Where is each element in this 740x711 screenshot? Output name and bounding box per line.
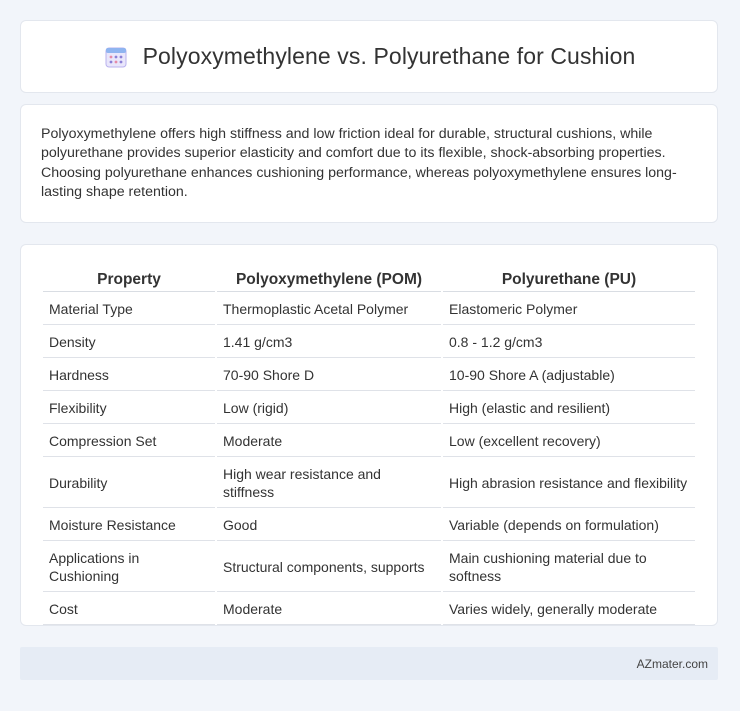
table-row (43, 426, 695, 457)
page-title: Polyoxymethylene vs. Polyurethane for Cushion (142, 43, 636, 69)
comparison-card (20, 244, 718, 626)
title-wrap (103, 43, 636, 70)
table-row (43, 543, 695, 592)
table-cell: Moderate (217, 594, 441, 625)
footer-site-link[interactable]: AZmater.com (636, 656, 708, 671)
table-header-row (43, 265, 695, 292)
table-row (43, 594, 695, 625)
table-cell: 1.41 g/cm3 (217, 327, 441, 358)
table-cell: Moisture Resistance (43, 510, 215, 541)
header-pom: Polyoxymethylene (POM) (217, 265, 441, 292)
table-row (43, 459, 695, 508)
comparison-table (41, 263, 697, 627)
table-cell: Low (rigid) (217, 393, 441, 424)
table-cell: Cost (43, 594, 215, 625)
table-cell: Elastomeric Polymer (443, 294, 695, 325)
header-pu: Polyurethane (PU) (443, 265, 695, 292)
intro-paragraph: Polyoxymethylene offers high stiffness and low friction ideal for durable, structural cushions, while polyurethane provides superior elasticity and comfort due to its flexible, shock-absorbing properties. Choosing polyurethane enhances cushioning performance, whereas polyoxymethylene ensures long-lasting shape retention. (41, 126, 677, 200)
table-cell: Good (217, 510, 441, 541)
table-cell: Durability (43, 459, 215, 508)
table-cell: High (elastic and resilient) (443, 393, 695, 424)
table-row (43, 360, 695, 391)
table-cell: Varies widely, generally moderate (443, 594, 695, 625)
table-cell: 70-90 Shore D (217, 360, 441, 391)
table-cell: High wear resistance and stiffness (217, 459, 441, 508)
calendar-icon (103, 44, 129, 70)
table-row (43, 294, 695, 325)
table-cell: Structural components, supports (217, 543, 441, 592)
table-cell: Hardness (43, 360, 215, 391)
table-row (43, 510, 695, 541)
footer-bar (20, 647, 718, 680)
table-cell: 0.8 - 1.2 g/cm3 (443, 327, 695, 358)
table-cell: Applications in Cushioning (43, 543, 215, 592)
table-cell: Main cushioning material due to softness (443, 543, 695, 592)
table-cell: Moderate (217, 426, 441, 457)
table-cell: Variable (depends on formulation) (443, 510, 695, 541)
table-cell: Low (excellent recovery) (443, 426, 695, 457)
table-row (43, 393, 695, 424)
table-cell: Material Type (43, 294, 215, 325)
title-card (20, 20, 718, 93)
table-cell: Compression Set (43, 426, 215, 457)
intro-card (20, 104, 718, 223)
table-cell: Thermoplastic Acetal Polymer (217, 294, 441, 325)
table-cell: 10-90 Shore A (adjustable) (443, 360, 695, 391)
table-row (43, 327, 695, 358)
table-cell: High abrasion resistance and flexibility (443, 459, 695, 508)
table-cell: Density (43, 327, 215, 358)
header-property: Property (43, 265, 215, 292)
table-cell: Flexibility (43, 393, 215, 424)
